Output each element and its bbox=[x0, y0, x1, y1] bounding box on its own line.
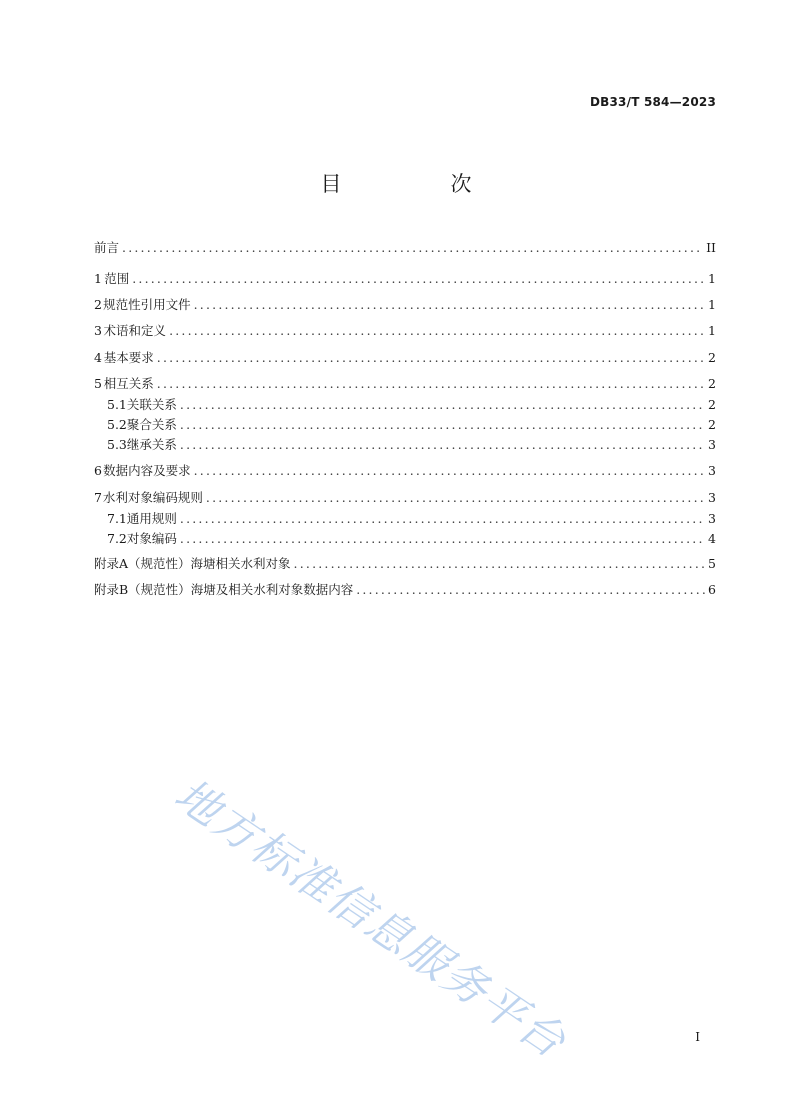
watermark-text: 地方标准信息服务平台 bbox=[165, 769, 576, 1069]
toc-label: 范围 bbox=[104, 271, 130, 286]
toc-page-number: 6 bbox=[708, 582, 716, 597]
toc-entry-2[interactable] bbox=[94, 295, 716, 313]
toc-entry-foreword[interactable] bbox=[94, 238, 716, 256]
toc-number: 附录A（规范性） bbox=[94, 556, 191, 571]
toc-page-number: 2 bbox=[708, 376, 716, 391]
toc-number: 1 bbox=[94, 271, 102, 286]
toc-leader-dots bbox=[206, 490, 705, 505]
toc-label: 海塘相关水利对象 bbox=[190, 556, 291, 571]
toc-page-number: 2 bbox=[708, 350, 716, 365]
toc-entry-7[interactable] bbox=[94, 488, 716, 506]
toc-page-number: 1 bbox=[708, 297, 716, 312]
toc-leader-dots bbox=[157, 350, 705, 365]
toc-number: 7.1 bbox=[107, 511, 127, 526]
toc-number: 附录B（规范性） bbox=[94, 582, 191, 597]
toc-label: 海塘及相关水利对象数据内容 bbox=[190, 582, 354, 597]
toc-page-number: 5 bbox=[708, 556, 716, 571]
toc-entry-7-2[interactable] bbox=[107, 529, 716, 547]
toc-leader-dots bbox=[157, 376, 705, 391]
toc-entry-7-1[interactable] bbox=[107, 509, 716, 527]
page-title: 目 次 bbox=[320, 172, 516, 196]
toc-entry-5-2[interactable] bbox=[107, 415, 716, 433]
toc-label: 对象编码 bbox=[126, 531, 177, 546]
toc-label: 水利对象编码规则 bbox=[102, 490, 203, 505]
toc-page-number: 3 bbox=[708, 463, 716, 478]
toc-entry-1[interactable] bbox=[94, 269, 716, 287]
toc-entry-appendix-b[interactable] bbox=[94, 580, 716, 598]
toc-page-number: 1 bbox=[708, 323, 716, 338]
toc-page-number: 4 bbox=[708, 531, 716, 546]
toc-page-number: 3 bbox=[708, 511, 716, 526]
toc-leader-dots bbox=[180, 511, 705, 526]
toc-number: 5 bbox=[94, 376, 102, 391]
toc-leader-dots bbox=[180, 397, 705, 412]
toc-label: 前言 bbox=[94, 240, 120, 255]
toc-page-number: 1 bbox=[708, 271, 716, 286]
toc-page-number: 3 bbox=[708, 437, 716, 452]
toc-leader-dots bbox=[180, 531, 705, 546]
toc-page-number: 2 bbox=[708, 397, 716, 412]
toc-leader-dots bbox=[132, 271, 705, 286]
toc-label: 关联关系 bbox=[126, 397, 177, 412]
toc-label: 术语和定义 bbox=[103, 323, 167, 338]
toc-leader-dots bbox=[194, 463, 705, 478]
toc-label: 数据内容及要求 bbox=[103, 463, 191, 478]
toc-leader-dots bbox=[169, 323, 705, 338]
toc-label: 继承关系 bbox=[126, 437, 177, 452]
toc-leader-dots bbox=[180, 417, 705, 432]
toc-number: 5.1 bbox=[107, 397, 127, 412]
toc-number: 4 bbox=[94, 350, 102, 365]
toc-number: 5.3 bbox=[107, 437, 127, 452]
toc-entry-5-1[interactable] bbox=[107, 395, 716, 413]
toc-number: 7 bbox=[94, 490, 102, 505]
toc-entry-appendix-a[interactable] bbox=[94, 554, 716, 572]
toc-entry-5[interactable] bbox=[94, 374, 716, 392]
toc-page-number: II bbox=[706, 240, 716, 255]
toc-label: 聚合关系 bbox=[126, 417, 177, 432]
toc-leader-dots bbox=[194, 297, 705, 312]
toc-label: 基本要求 bbox=[103, 350, 154, 365]
toc-leader-dots bbox=[122, 240, 703, 255]
toc-number: 2 bbox=[94, 297, 102, 312]
toc-entry-6[interactable] bbox=[94, 461, 716, 479]
toc-entry-4[interactable] bbox=[94, 348, 716, 366]
footer-page-number: I bbox=[695, 1030, 700, 1044]
toc-number: 3 bbox=[94, 323, 102, 338]
toc-leader-dots bbox=[294, 556, 706, 571]
toc-leader-dots bbox=[356, 582, 705, 597]
toc-label: 相互关系 bbox=[103, 376, 154, 391]
toc-label: 规范性引用文件 bbox=[103, 297, 191, 312]
toc-number: 5.2 bbox=[107, 417, 127, 432]
toc-label: 通用规则 bbox=[126, 511, 177, 526]
toc-page-number: 2 bbox=[708, 417, 716, 432]
toc-number: 7.2 bbox=[107, 531, 127, 546]
toc-number: 6 bbox=[94, 463, 102, 478]
document-code: DB33/T 584—2023 bbox=[590, 95, 716, 109]
toc-leader-dots bbox=[180, 437, 705, 452]
toc-entry-5-3[interactable] bbox=[107, 435, 716, 453]
toc-entry-3[interactable] bbox=[94, 321, 716, 339]
toc-page-number: 3 bbox=[708, 490, 716, 505]
